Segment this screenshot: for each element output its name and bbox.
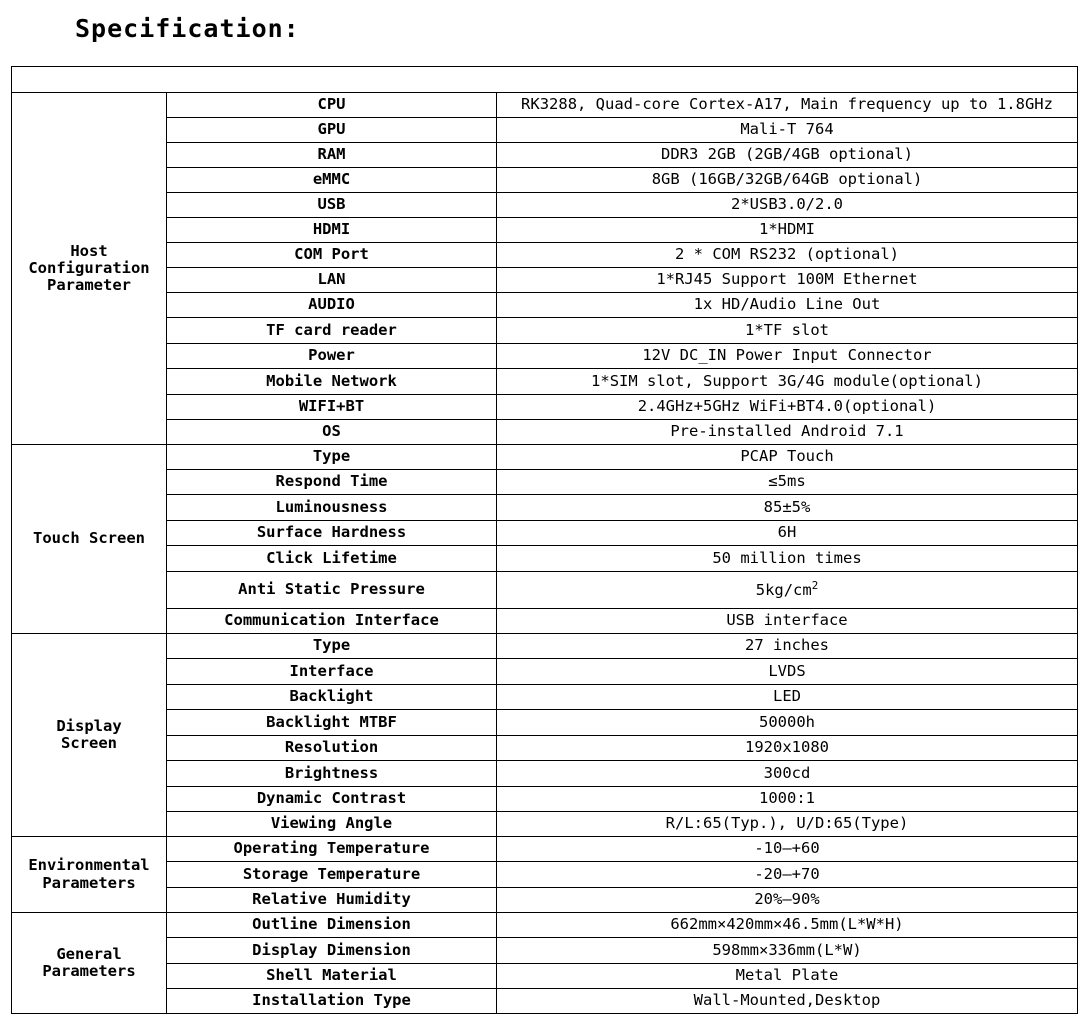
table-row bbox=[12, 659, 1078, 685]
table-row bbox=[12, 318, 1078, 344]
table-row bbox=[12, 989, 1078, 1014]
param-value bbox=[497, 913, 1078, 938]
table-row bbox=[12, 634, 1078, 659]
param-name: Type bbox=[167, 445, 497, 470]
param-name: Respond Time bbox=[167, 470, 497, 495]
param-name: Communication Interface bbox=[167, 609, 497, 634]
param-value-text: USB interface bbox=[726, 611, 848, 630]
param-name: RAM bbox=[167, 143, 497, 168]
param-value bbox=[497, 470, 1078, 495]
param-name: CPU bbox=[167, 93, 497, 118]
group-label bbox=[12, 634, 167, 837]
param-name: Relative Humidity bbox=[167, 888, 497, 913]
table-row bbox=[12, 495, 1078, 521]
param-value bbox=[497, 888, 1078, 913]
param-value bbox=[497, 268, 1078, 293]
param-name: Power bbox=[167, 344, 497, 369]
param-value bbox=[497, 420, 1078, 445]
group-label-line: Host bbox=[70, 241, 108, 260]
param-value-text: 27 inches bbox=[745, 636, 829, 655]
param-name: Viewing Angle bbox=[167, 812, 497, 837]
group-label-line: Parameters bbox=[42, 962, 136, 980]
param-value-text: 1x HD/Audio Line Out bbox=[693, 295, 881, 314]
param-value-text: 1920x1080 bbox=[745, 738, 829, 757]
param-value bbox=[497, 193, 1078, 218]
param-value-text: 662mm×420mm×46.5mm(L*W*H) bbox=[670, 915, 904, 934]
table-row bbox=[12, 445, 1078, 470]
param-value-text: Pre-installed Android 7.1 bbox=[670, 422, 904, 441]
table-row bbox=[12, 888, 1078, 913]
param-value-superscript: 2 bbox=[811, 579, 819, 593]
param-value-text: RK3288, Quad-core Cortex-A17, Main frequency up to 1.8GHz bbox=[521, 95, 1053, 114]
param-value bbox=[497, 837, 1078, 862]
table-row bbox=[12, 143, 1078, 168]
param-name: Shell Material bbox=[167, 964, 497, 989]
param-name: OS bbox=[167, 420, 497, 445]
param-value bbox=[497, 318, 1078, 344]
group-label bbox=[12, 837, 167, 913]
param-value-text: 2*USB3.0/2.0 bbox=[731, 195, 843, 214]
param-value-text: 1*RJ45 Support 100M Ethernet bbox=[656, 270, 918, 289]
table-row bbox=[12, 420, 1078, 445]
param-value bbox=[497, 369, 1078, 395]
param-name: Operating Temperature bbox=[167, 837, 497, 862]
table-row bbox=[12, 470, 1078, 495]
table-row bbox=[12, 837, 1078, 862]
param-value-text: 2.4GHz+5GHz WiFi+BT4.0(optional) bbox=[637, 397, 937, 416]
param-value bbox=[497, 395, 1078, 420]
param-name: Resolution bbox=[167, 736, 497, 761]
param-value bbox=[497, 938, 1078, 964]
param-value-text: 5kg/cm bbox=[755, 581, 812, 600]
param-name: TF card reader bbox=[167, 318, 497, 344]
group-label-line: Environmental bbox=[28, 856, 150, 875]
group-label bbox=[12, 445, 167, 634]
param-value bbox=[497, 659, 1078, 685]
param-name: Outline Dimension bbox=[167, 913, 497, 938]
param-name: Backlight MTBF bbox=[167, 710, 497, 736]
param-value-text: 12V DC_IN Power Input Connector bbox=[642, 346, 932, 365]
param-name: Click Lifetime bbox=[167, 546, 497, 572]
param-name: Backlight bbox=[167, 685, 497, 710]
group-label-line: Touch Screen bbox=[33, 529, 145, 548]
table-row bbox=[12, 572, 1078, 609]
group-label-line: Parameters bbox=[42, 873, 136, 892]
param-name: USB bbox=[167, 193, 497, 218]
table-row bbox=[12, 168, 1078, 193]
table-row bbox=[12, 268, 1078, 293]
group-label-line: Display bbox=[56, 716, 122, 735]
param-value bbox=[497, 445, 1078, 470]
table-row bbox=[12, 369, 1078, 395]
param-name: GPU bbox=[167, 118, 497, 143]
param-value-text: ≤5ms bbox=[768, 472, 806, 491]
param-value bbox=[497, 634, 1078, 659]
param-name: Storage Temperature bbox=[167, 862, 497, 888]
param-name: Surface Hardness bbox=[167, 521, 497, 546]
param-value-text: 1*HDMI bbox=[759, 220, 815, 239]
param-value-text: 598mm×336mm(L*W) bbox=[712, 940, 862, 959]
table-header-blank-row bbox=[12, 67, 1078, 93]
param-value bbox=[497, 546, 1078, 572]
param-value-text: 85±5% bbox=[763, 497, 811, 516]
param-value-text: 1*TF slot bbox=[745, 320, 829, 339]
param-value bbox=[497, 93, 1078, 118]
param-value bbox=[497, 736, 1078, 761]
param-value bbox=[497, 862, 1078, 888]
param-name: Interface bbox=[167, 659, 497, 685]
table-row bbox=[12, 344, 1078, 369]
param-value bbox=[497, 495, 1078, 521]
param-name: Anti Static Pressure bbox=[167, 572, 497, 609]
table-row bbox=[12, 609, 1078, 634]
table-row bbox=[12, 218, 1078, 243]
param-value-text: Metal Plate bbox=[735, 966, 839, 985]
param-value bbox=[497, 572, 1078, 609]
param-value-text: 300cd bbox=[763, 763, 811, 782]
table-row bbox=[12, 546, 1078, 572]
param-value bbox=[497, 710, 1078, 736]
param-value bbox=[497, 118, 1078, 143]
table-row bbox=[12, 812, 1078, 837]
param-value-text: Mali-T 764 bbox=[740, 120, 834, 139]
param-value-text: 50 million times bbox=[712, 548, 862, 567]
param-value bbox=[497, 293, 1078, 318]
param-value bbox=[497, 812, 1078, 837]
param-value bbox=[497, 609, 1078, 634]
group-label-line: Screen bbox=[61, 734, 117, 752]
table-row bbox=[12, 395, 1078, 420]
param-value-text: -20—+70 bbox=[754, 864, 820, 883]
param-value-text: PCAP Touch bbox=[740, 447, 834, 466]
group-label-line: General bbox=[56, 944, 122, 963]
param-value bbox=[497, 243, 1078, 268]
param-value-text: 6H bbox=[777, 523, 797, 542]
table-row bbox=[12, 761, 1078, 787]
param-name: Display Dimension bbox=[167, 938, 497, 964]
param-value-text: Wall-Mounted,Desktop bbox=[693, 991, 881, 1010]
table-row bbox=[12, 293, 1078, 318]
page-title: Specification: bbox=[75, 14, 300, 43]
param-name: eMMC bbox=[167, 168, 497, 193]
param-value bbox=[497, 344, 1078, 369]
param-value-text: 1000:1 bbox=[759, 789, 815, 808]
param-value-text: 8GB (16GB/32GB/64GB optional) bbox=[651, 170, 923, 189]
table-row bbox=[12, 193, 1078, 218]
param-value-text: DDR3 2GB (2GB/4GB optional) bbox=[661, 145, 913, 164]
group-label bbox=[12, 93, 167, 445]
table-row bbox=[12, 736, 1078, 761]
table-row bbox=[12, 521, 1078, 546]
param-value-text: -10—+60 bbox=[754, 839, 820, 858]
param-name: COM Port bbox=[167, 243, 497, 268]
table-row bbox=[12, 862, 1078, 888]
param-value-text: 50000h bbox=[759, 712, 815, 731]
param-value-text: 1*SIM slot, Support 3G/4G module(optional) bbox=[591, 371, 983, 390]
table-row bbox=[12, 710, 1078, 736]
table-row bbox=[12, 964, 1078, 989]
param-value bbox=[497, 761, 1078, 787]
param-value bbox=[497, 787, 1078, 812]
table-row bbox=[12, 787, 1078, 812]
spec-table bbox=[11, 66, 1078, 1014]
table-row bbox=[12, 93, 1078, 118]
group-label-line: Parameter bbox=[47, 276, 131, 295]
table-row bbox=[12, 118, 1078, 143]
group-label-line: Configuration bbox=[28, 258, 150, 277]
param-value-text: R/L:65(Typ.), U/D:65(Type) bbox=[665, 814, 909, 833]
group-label bbox=[12, 913, 167, 1014]
param-name: AUDIO bbox=[167, 293, 497, 318]
table-row bbox=[12, 685, 1078, 710]
param-value bbox=[497, 964, 1078, 989]
param-name: Dynamic Contrast bbox=[167, 787, 497, 812]
table-row bbox=[12, 938, 1078, 964]
param-value-text: LED bbox=[773, 687, 801, 706]
param-value bbox=[497, 168, 1078, 193]
param-value-text: LVDS bbox=[768, 661, 806, 680]
param-name: Installation Type bbox=[167, 989, 497, 1014]
table-row bbox=[12, 243, 1078, 268]
param-name: Type bbox=[167, 634, 497, 659]
param-value bbox=[497, 218, 1078, 243]
param-value-text: 20%—90% bbox=[754, 890, 820, 909]
param-value bbox=[497, 685, 1078, 710]
param-name: Mobile Network bbox=[167, 369, 497, 395]
param-name: Luminousness bbox=[167, 495, 497, 521]
param-name: HDMI bbox=[167, 218, 497, 243]
param-value bbox=[497, 143, 1078, 168]
blank-header-cell bbox=[12, 67, 1078, 93]
param-value bbox=[497, 989, 1078, 1014]
param-name: WIFI+BT bbox=[167, 395, 497, 420]
param-name: LAN bbox=[167, 268, 497, 293]
param-value-text: 2 * COM RS232 (optional) bbox=[675, 245, 899, 264]
param-value bbox=[497, 521, 1078, 546]
table-row bbox=[12, 913, 1078, 938]
param-name: Brightness bbox=[167, 761, 497, 787]
